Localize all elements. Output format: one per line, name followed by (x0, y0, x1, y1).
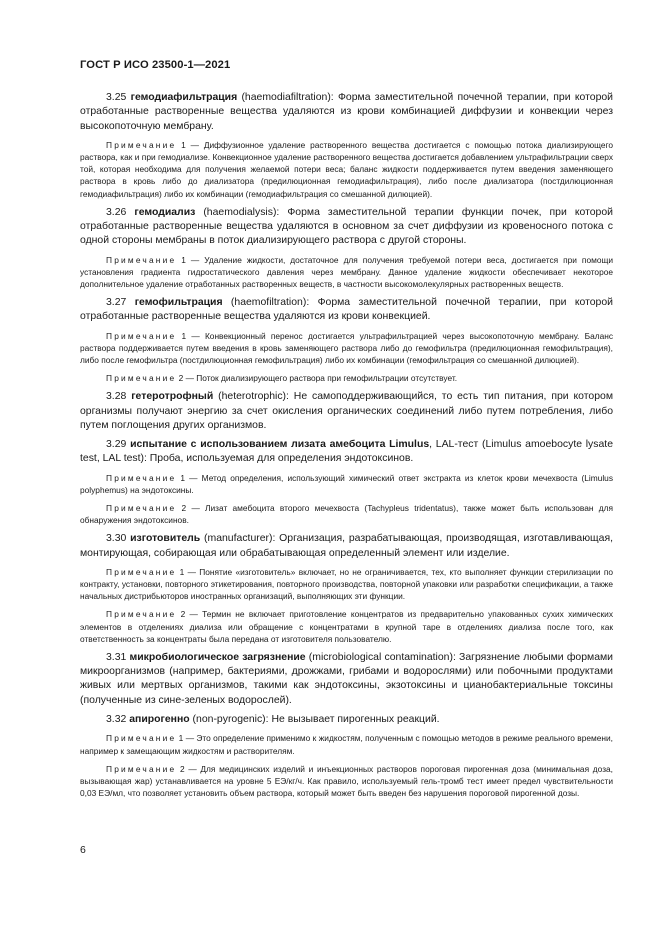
term-definition: (haemodiafiltration): Форма заместительной почечной терапии, при которой отработанные растворенные вещества удаляются из крови комбинацией диффузии и конвекции через высокопоточную мембрану. (80, 92, 614, 132)
document-body (80, 91, 613, 805)
note-entry (80, 732, 613, 756)
note-text: 1 — Удаление жидкости, достаточное для получения требуемой потери веса, достигается при помощи установления градиента гидростатического давления через мембрану. Данное удаление жидкости обеспечивает некоторое дополнительное удаление отработанных растворенных веществ, в частности высокомолекулярных растворенных веществ. (80, 254, 613, 289)
term-entry (80, 390, 613, 433)
term-definition: (non-pyrogenic): Не вызывает пирогенных реакций. (189, 714, 440, 726)
note-label: Примечание (106, 330, 177, 341)
note-label: Примечание (106, 503, 177, 514)
term-entry (80, 296, 613, 325)
note-label: Примечание (106, 139, 177, 150)
note-entry (80, 502, 613, 526)
term-number: 3.31 (106, 651, 127, 663)
term-name: гемодиализ (134, 206, 196, 218)
note-text: 1 — Метод определения, использующий химический ответ экстракта из клеток крови мечехвоста (Limulus polyphemus) на эндотоксины. (80, 472, 613, 495)
term-number: 3.29 (106, 439, 127, 451)
note-entry (80, 139, 613, 200)
note-label: Примечание (106, 566, 177, 577)
term-name: гемофильтрация (134, 297, 223, 309)
term-entry (80, 713, 613, 727)
note-entry (80, 566, 613, 602)
note-text: 1 — Конвекционный перенос достигается ультрафильтрацией через высокопоточную мембрану. Баланс раствора поддерживается путем введения в кровь заменяющего раствора либо до гемофильтра (предилюционная гемофильтрация), либо после гемофильтра (постдилюционная гемофильтрация) либо их комбинации (гемофильтрация со смешанной дилюцией). (80, 330, 613, 365)
note-text: 1 — Понятие «изготовитель» включает, но не ограничивается, тех, кто выполняет функции стерилизации по контракту, установки, повторного этикетирования, повторного производства, повторной упаковки или разработки спецификации, а также начальных дистрибьюторов иностранных организаций, выполняющих эти функции. (80, 566, 613, 602)
note-entry (80, 763, 613, 799)
term-name: апирогенно (129, 714, 190, 726)
note-entry (80, 608, 613, 644)
term-number: 3.30 (106, 533, 127, 545)
note-label: Примечание (106, 254, 177, 265)
term-definition: (haemofiltration): Форма заместительной почечной терапии, при которой отработанные растворенные вещества удаляются из крови конвекцией. (80, 297, 613, 323)
note-entry (80, 254, 613, 290)
term-name: гемодиафильтрация (130, 92, 238, 103)
note-entry (80, 330, 613, 366)
term-entry (80, 91, 613, 134)
note-label: Примечание (106, 763, 177, 774)
term-number: 3.28 (106, 391, 127, 403)
note-entry (80, 372, 613, 384)
term-entry (80, 651, 613, 708)
note-text: 2 — Термин не включает приготовление концентратов из предварительно упакованных сухих химических элементов в отделениях диализа или обращение с концентратами в крупной таре в отделениях диализа после того, как ответственность за концентраты была передана от изготовителя пользователю. (80, 609, 613, 644)
term-entry (80, 532, 613, 561)
note-text: 2 — Для медицинских изделий и инъекционных растворов пороговая пирогенная доза (минимальная доза, вызывающая жар) устанавливается на уровне 5 ЕЭ/кг/ч. Как правило, используемый гель-тромб тест имеет предел чувствительности 0,03 ЕЭ/мл, что позволяет установить объем раствора, который может быть введен без нарушения пороговой пирогенной дозы. (80, 763, 613, 798)
note-text: 2 — Лизат амебоцита второго мечехвоста (Tachypleus tridentatus), также может быть использован для обнаружения эндотоксинов. (80, 503, 613, 526)
term-number: 3.32 (106, 714, 127, 726)
term-name: микробиологическое загрязнение (129, 651, 306, 663)
note-entry (80, 472, 613, 496)
term-definition: , LAL-тест (Limulus amoebocyte lysate test, LAL test): Проба, используемая для определения эндотоксинов. (80, 439, 614, 465)
term-name: гетеротрофный (131, 391, 214, 403)
term-number: 3.26 (106, 206, 127, 218)
note-label: Примечание (106, 373, 177, 384)
note-label: Примечание (106, 733, 177, 744)
note-text: 1 — Это определение применимо к жидкостям, полученным с помощью методов в режиме реального времени, например к замещающим жидкостям и растворителям. (80, 733, 613, 756)
term-entry (80, 206, 613, 249)
term-definition: (haemodialysis): Форма заместительной терапии функции почек, при которой отработанные растворенные вещества удаляются в основном за счет диффузии из кровеносного потока с одной стороны мембраны в поток диализирующего раствора с другой стороны. (80, 206, 613, 247)
note-label: Примечание (106, 609, 177, 620)
note-label: Примечание (106, 472, 177, 483)
term-number: 3.25 (106, 92, 127, 103)
document-header: ГОСТ Р ИСО 23500-1—2021 (80, 59, 231, 71)
term-entry (80, 438, 613, 467)
term-definition: (heterotrophic): Не самоподдерживающийся, то есть тип питания, при котором организмы получают энергию за счет окисления органических соединений либо путем потребления, либо путем поглощения других организмов. (80, 391, 613, 431)
term-definition: (manufacturer): Организация, разрабатывающая, производящая, изготавливающая, монтирующая, собирающая или обрабатывающая определенный элемент или изделие. (80, 533, 613, 559)
term-definition: (microbiological contamination): Загрязнение любыми формами микроорганизмов (например, бактериями, дрожжами, грибами и водорослями) или побочными продуктами живых или мертвых организмов, такими как эндотоксины, экзотоксины и цианобактериальные токсины (полученные из сине-зеленых водорослей). (80, 651, 614, 706)
term-number: 3.27 (106, 297, 127, 309)
term-name: испытание с использованием лизата амебоцита Limulus (130, 439, 430, 451)
note-text: 2 — Поток диализирующего раствора при гемофильтрации отсутствует. (176, 373, 458, 384)
page-number: 6 (80, 844, 86, 856)
term-name: изготовитель (130, 533, 201, 545)
note-text: 1 — Диффузионное удаление растворенного вещества достигается с помощью потока диализирующего раствора, как и при гемодиализе. Конвекционное удаление растворенного вещества достигается добавлением ультрафильтрации сверх той, которая необходима для получения желаемой потери веса; баланс жидкости поддерживается путем введения заменяющего раствора в кровь либо до диализатора (предилюционная гемодиафильтрация), либо после диализатора (постдилюционная гемодиафильтрация) либо их комбинации (гемодиафильтрация со смешанной дилюцией). (80, 139, 613, 199)
